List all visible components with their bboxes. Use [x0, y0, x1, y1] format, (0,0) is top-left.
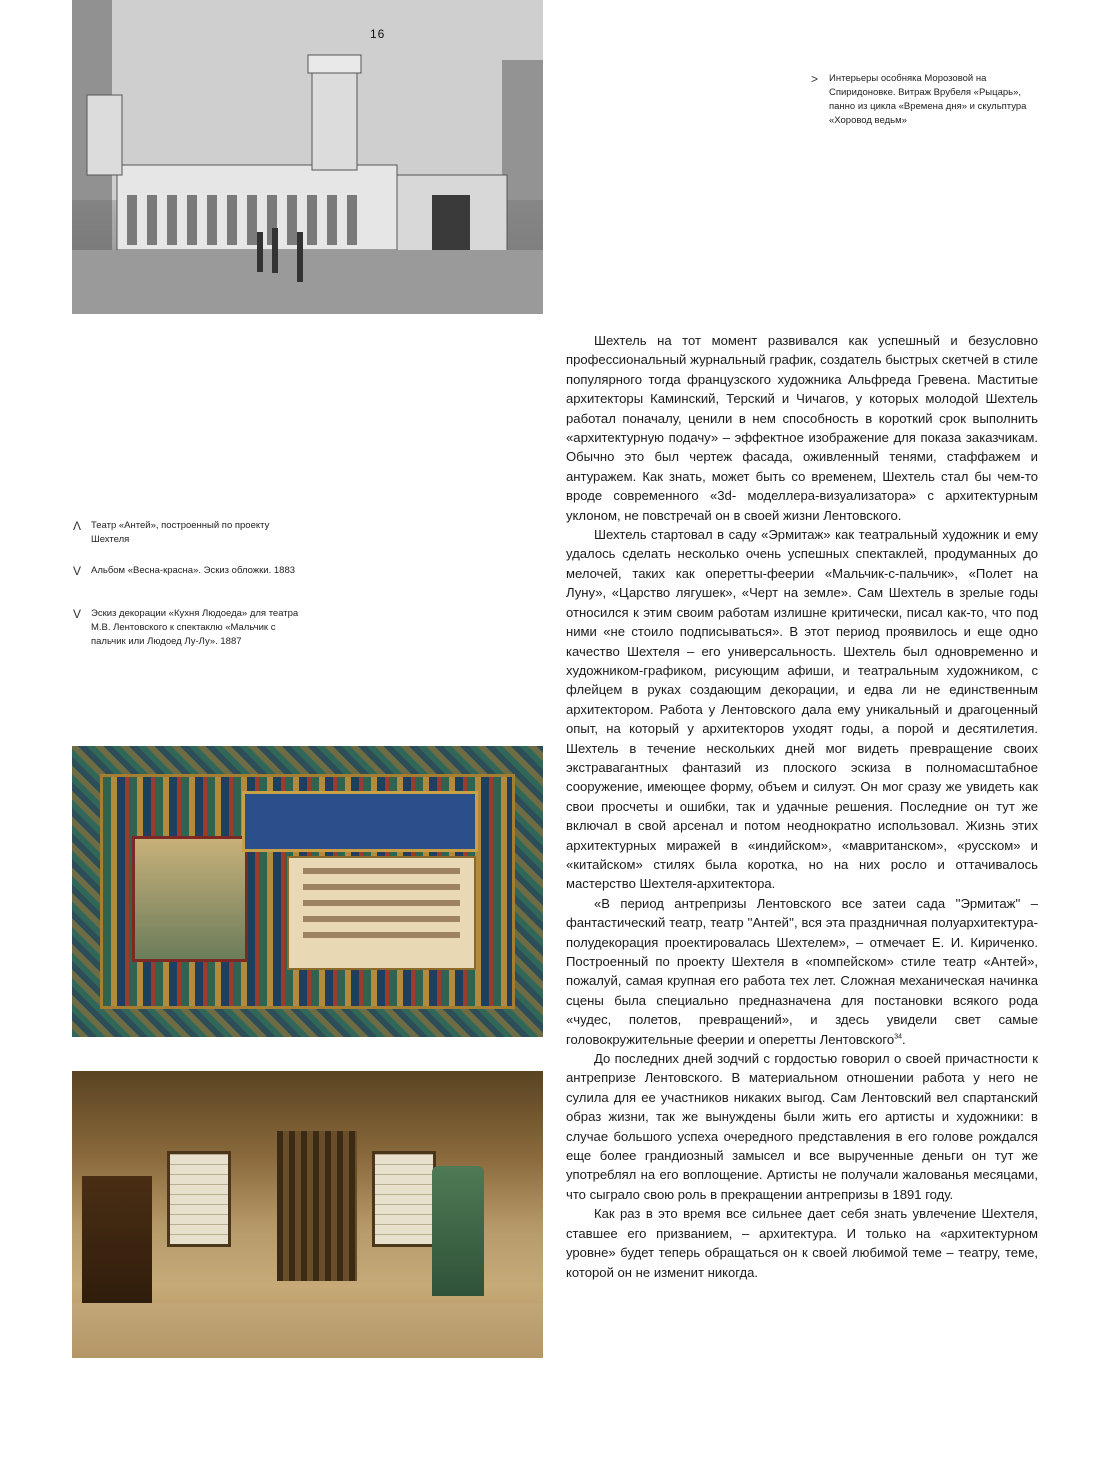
kitchen-stage-design-image	[72, 1071, 543, 1358]
caption-marker-down-icon: V	[73, 607, 82, 621]
kitchen-floor	[72, 1303, 543, 1358]
caption-theatre-antey	[73, 519, 306, 547]
kitchen-window	[372, 1151, 436, 1247]
paragraph	[566, 894, 1038, 1049]
caption-text: Интерьеры особняка Морозовой на Спиридоновке. Витраж Врубеля «Рыцарь», панно из цикла «Времена дня» и скульптура «Хоровод ведьм»	[829, 73, 1027, 126]
caption-morozova-interiors	[811, 72, 1039, 128]
paragraph: До последних дней зодчий с гордостью говорил о своей причастности к антрепризе Лентовского. В материальном отношении работа у него не сулила для ее участников никаких выгод. Сам Лентовский вел спартанский образ жизни, так же вынуждены были жить его артисты и художники: в случае большого успеха очередного представления в его голове рождался еще более грандиозный замысел и все вырученные деньги он тут же употреблял на его воплощение. Артисты не получали жалованья месяцами, что сыграло свою роль в прекращении антрепризы в 1891 году.	[566, 1051, 1038, 1202]
kitchen-green-stove	[432, 1166, 484, 1296]
paragraph: Шехтель на тот момент развивался как успешный и безусловно профессиональный журнальный график, создатель быстрых скетчей в стиле популярного тогда французского художника Альфреда Гревена. Маститые архитекторы Каминский, Терский и Чичагов, у которых молодой Шехтель работал поначалу, ценили в нем способность в короткий срок выполнить «архитектурную подачу» – эффектное изображение для показа заказчикам. Обычно это был чертеж фасада, оживленный тенями, стаффажем и антуражем. Как знать, может быть со временем, Шехтель стал бы чем-то вроде современного «3d- моделлера-визуализатора» с архитектурным уклоном, не повстречай он в своей жизни Лентовского.	[566, 333, 1038, 523]
album-vesna-krasna-image	[72, 746, 543, 1037]
caption-marker-right-icon: >	[811, 72, 819, 86]
caption-text: Театр «Антей», построенный по проекту Шехтеля	[91, 520, 270, 545]
caption-album-cover	[73, 564, 306, 578]
caption-text: Эскиз декорации «Кухня Людоеда» для театра М.В. Лентовского к спектаклю «Мальчик с пальчик или Людоед Лу-Лу». 1887	[91, 608, 299, 647]
album-title-panel	[242, 791, 478, 852]
paragraph: Как раз в это время все сильнее дает себя знать увлечение Шехтеля, ставшее его призванием, – архитектура. И только на «архитектурном уровне» будет теперь обращаться он к своей любимой теме – театру, теме, которой он не изменит никогда.	[566, 1206, 1038, 1280]
album-scene-illustration	[132, 836, 248, 962]
caption-kitchen-sketch	[73, 607, 306, 649]
paragraph-end: .	[901, 1031, 906, 1047]
paragraph-text: «В период антрепризы Лентовского все затеи сада ''Эрмитаж'' – фантастический театр, театр ''Антей'', вся эта праздничная полуархитектура-полудекорация проектировалась Шехтелем», – отмечает Е. И. Кириченко. Построенный по проекту Шехтеля в «помпейском» стиле театр «Антей», пожалуй, самая крупная его работа тех лет. Сложная механическая начинка сцены была специально предназначена для постановки всякого рода «чудес, полетов, превращений», и здесь увидели свет самые головокружительные феерии и оперетты Лентовского	[566, 895, 1038, 1047]
album-text-panel	[287, 856, 476, 970]
paragraph: Шехтель стартовал в саду «Эрмитаж» как театральный художник и ему удалось сделать несколько очень успешных спектаклей, продуманных до мелочей, таких как оперетты-феерии «Мальчик-с-пальчик», «Полет на Луну», «Царство лягушек», «Черт на земле». Сам Шехтель в зрелые годы относился к этим своим работам излишне критически, писал как-то, что под ними «не стоило подписываться». В этот период проявилось и еще одно качество Шехтеля – его универсальность. Шехтель был одновременно и художником-графиком, рисующим афиши, и театральным художником, с флейцем в руках создающим декорации, и едва ли не единственным архитектором. Работа у Лентовского дала ему уникальный и драгоценный опыт, на который у архитекторов уходят годы, а порой и десятилетия. Шехтель в течение нескольких дней мог видеть превращение своих экстравагантных фантазий из плоского эскиза в полномасштабное сооружение, имеющее форму, объем и силуэт. Он мог сразу же увидеть как свои просчеты и ошибки, так и удачные решения. Последние он тут же включал в свой арсенал и потом неоднократно использовал. Жизнь этих архитектурных миражей в «индийском», «мавританском», «русском» и «китайском» стилях была коротка, но на них росло и оттачивалось мастерство Шехтеля-архитектора.	[566, 527, 1038, 892]
page-number: 16	[370, 27, 386, 41]
theatre-antey-photo	[72, 0, 543, 314]
footnote-marker: 34	[894, 1033, 902, 1041]
kitchen-gothic-door	[277, 1131, 357, 1281]
caption-marker-down-icon: V	[73, 564, 82, 578]
caption-marker-up-icon: Λ	[73, 519, 82, 533]
theatre-building-illustration	[72, 0, 543, 314]
caption-text: Альбом «Весна-красна». Эскиз обложки. 1883	[91, 565, 296, 576]
kitchen-window	[167, 1151, 231, 1247]
article-body	[566, 331, 1038, 1282]
